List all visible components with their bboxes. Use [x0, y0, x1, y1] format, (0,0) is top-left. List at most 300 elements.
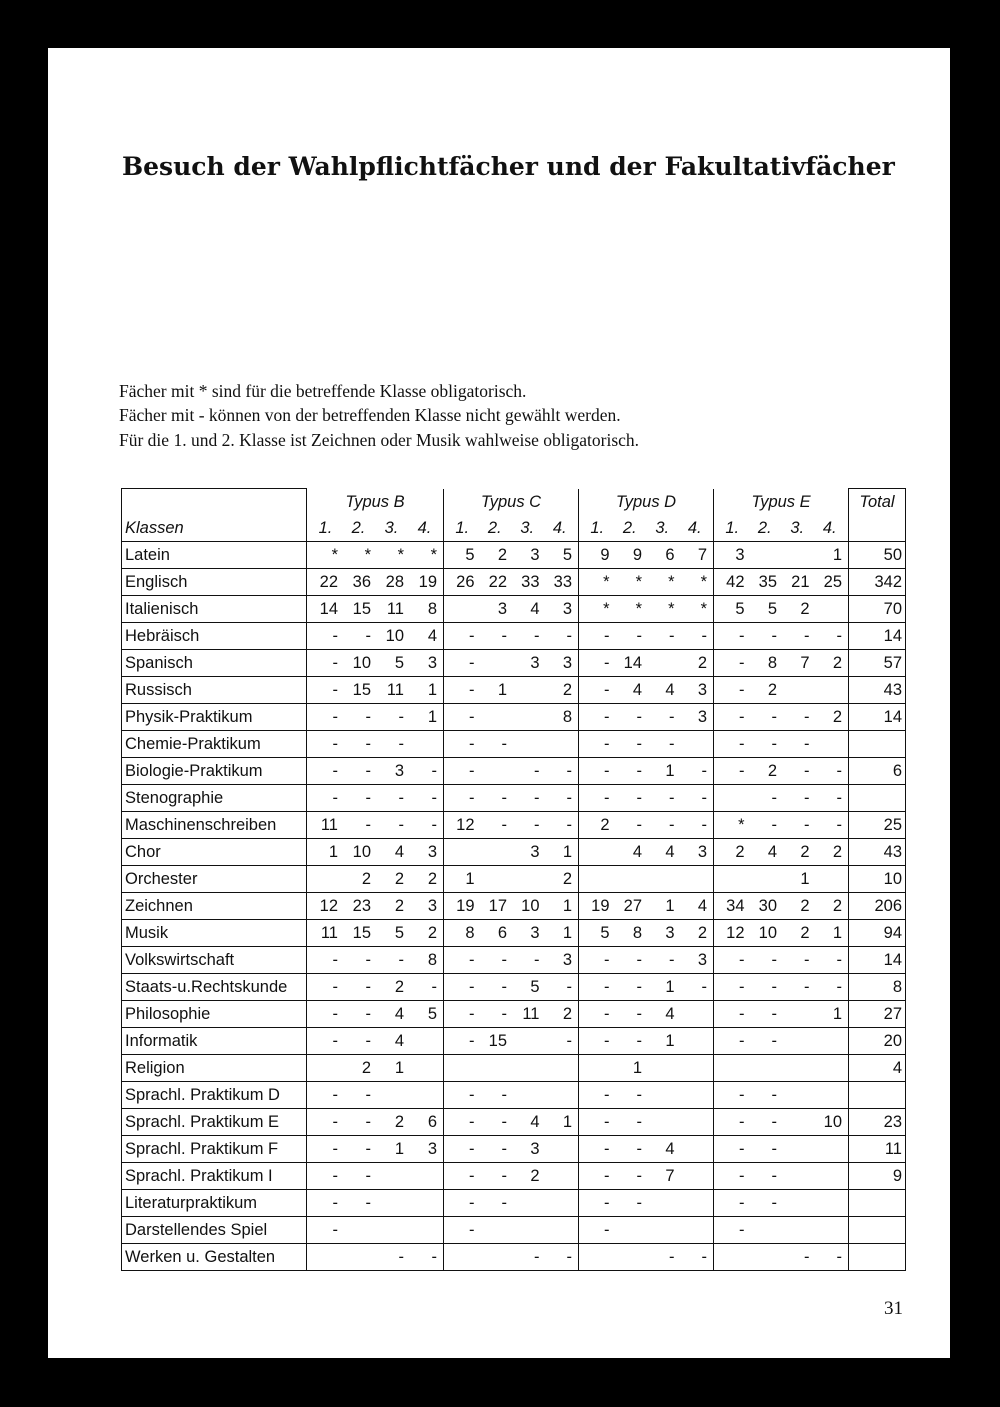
table-cell — [749, 542, 782, 568]
table-cell: 2 — [497, 546, 507, 564]
table-cell: - — [365, 762, 371, 780]
subject-name: Werken u. Gestalten — [122, 1244, 307, 1271]
table-cell: 7 — [697, 546, 707, 564]
cell-group-d — [579, 731, 714, 758]
table-cell: - — [469, 789, 475, 807]
cell-group-e — [714, 947, 849, 974]
table-cell — [581, 866, 614, 892]
table-cell: - — [566, 627, 572, 645]
row-total — [849, 1244, 906, 1271]
note-not-selectable: Fächer mit - können von der betreffenden Klasse nicht gewählt werden. — [119, 405, 621, 425]
row-total — [849, 785, 906, 812]
table-cell: * — [603, 573, 610, 591]
table-cell: - — [469, 978, 475, 996]
header-group-e: Typus E — [714, 489, 849, 516]
table-cell: - — [771, 735, 777, 753]
table-cell: - — [604, 1140, 610, 1158]
cell-group-b — [307, 758, 444, 785]
row-total: 4 — [849, 1055, 906, 1082]
table-cell: - — [501, 1194, 507, 1212]
table-cell — [511, 1217, 544, 1243]
table-cell: 1 — [562, 1113, 572, 1131]
table-cell: - — [739, 735, 745, 753]
table-cell: 10 — [352, 843, 371, 861]
table-cell: 3 — [697, 843, 707, 861]
table-cell: - — [836, 789, 842, 807]
row-total — [849, 731, 906, 758]
table-cell: - — [365, 1113, 371, 1131]
table-cell: 14 — [319, 600, 338, 618]
table-cell — [781, 1136, 814, 1162]
table-cell: - — [566, 1032, 572, 1050]
table-row — [122, 758, 906, 785]
table-cell: - — [566, 978, 572, 996]
cell-group-d — [579, 1136, 714, 1163]
table-cell — [581, 1055, 614, 1081]
subject-name: Musik — [122, 920, 307, 947]
table-cell — [781, 1217, 814, 1243]
cell-group-e — [714, 1001, 849, 1028]
cell-group-b — [307, 596, 444, 623]
subject-name: Maschinenschreiben — [122, 812, 307, 839]
table-cell — [375, 1082, 408, 1108]
table-cell: - — [431, 762, 437, 780]
table-cell — [781, 1163, 814, 1189]
table-cell — [375, 1163, 408, 1189]
table-cell — [679, 1190, 712, 1216]
table-cell: - — [636, 951, 642, 969]
table-cell — [814, 677, 847, 703]
table-cell: - — [501, 1086, 507, 1104]
row-total: 206 — [849, 893, 906, 920]
cell-group-b — [307, 947, 444, 974]
table-cell: 3 — [394, 762, 404, 780]
cell-group-d — [579, 1055, 714, 1082]
table-cell: - — [365, 951, 371, 969]
table-cell: 1 — [665, 978, 675, 996]
cell-group-e — [714, 1190, 849, 1217]
table-row — [122, 596, 906, 623]
table-cell: 1 — [497, 681, 507, 699]
table-cell: - — [739, 1221, 745, 1239]
cell-group-b — [307, 1190, 444, 1217]
cell-group-d — [579, 1028, 714, 1055]
table-cell: - — [501, 1140, 507, 1158]
table-cell: - — [804, 708, 810, 726]
table-cell: - — [332, 951, 338, 969]
table-cell: - — [739, 951, 745, 969]
table-cell — [749, 1217, 782, 1243]
cell-group-b — [307, 1082, 444, 1109]
table-cell — [781, 1028, 814, 1054]
table-cell — [408, 1082, 441, 1108]
table-cell — [781, 1055, 814, 1081]
table-cell: - — [771, 1194, 777, 1212]
table-cell — [749, 1244, 782, 1270]
cell-group-e — [714, 677, 849, 704]
table-cell: - — [701, 816, 707, 834]
table-cell: 33 — [521, 573, 540, 591]
table-cell — [544, 731, 577, 757]
cell-group-b — [307, 1136, 444, 1163]
document-page — [48, 48, 950, 1358]
cell-group-c — [444, 947, 579, 974]
table-cell: 8 — [427, 951, 437, 969]
cell-group-c — [444, 569, 579, 596]
cell-group-d — [579, 1109, 714, 1136]
table-cell: 28 — [385, 573, 404, 591]
cell-group-e — [714, 758, 849, 785]
table-cell: 2 — [530, 1167, 540, 1185]
table-cell: - — [739, 708, 745, 726]
cell-group-b — [307, 704, 444, 731]
table-cell: 3 — [697, 708, 707, 726]
cell-group-b — [307, 920, 444, 947]
table-cell: - — [739, 762, 745, 780]
header-total: Total — [849, 489, 906, 542]
table-cell: 15 — [352, 924, 371, 942]
table-cell: - — [469, 762, 475, 780]
table-cell: * — [738, 816, 745, 834]
table-cell: 3 — [427, 843, 437, 861]
table-cell: 4 — [665, 843, 675, 861]
table-cell: - — [636, 1086, 642, 1104]
table-cell: - — [469, 681, 475, 699]
row-total: 27 — [849, 1001, 906, 1028]
table-cell: 34 — [726, 897, 745, 915]
subject-name: Russisch — [122, 677, 307, 704]
table-row — [122, 1190, 906, 1217]
table-cell: 30 — [758, 897, 777, 915]
table-cell: 4 — [632, 681, 642, 699]
table-cell: 3 — [427, 1140, 437, 1158]
table-cell: 2 — [394, 978, 404, 996]
table-cell: - — [332, 735, 338, 753]
table-cell: 4 — [394, 1005, 404, 1023]
table-cell: 1 — [562, 924, 572, 942]
table-cell: - — [398, 708, 404, 726]
table-row — [122, 623, 906, 650]
table-cell: - — [771, 1140, 777, 1158]
table-row — [122, 1136, 906, 1163]
cell-group-e — [714, 812, 849, 839]
table-cell: - — [836, 978, 842, 996]
table-cell: - — [701, 789, 707, 807]
table-cell — [814, 1136, 847, 1162]
table-cell — [511, 677, 544, 703]
subject-name: Religion — [122, 1055, 307, 1082]
table-cell — [679, 1001, 712, 1027]
subject-name: Sprachl. Praktikum F — [122, 1136, 307, 1163]
table-cell: - — [636, 627, 642, 645]
table-row — [122, 866, 906, 893]
table-cell: - — [604, 1167, 610, 1185]
table-cell: - — [604, 978, 610, 996]
subject-name: Latein — [122, 542, 307, 569]
table-cell: - — [332, 1032, 338, 1050]
table-cell — [814, 731, 847, 757]
table-cell — [479, 1217, 512, 1243]
cell-group-e — [714, 893, 849, 920]
table-cell: 1 — [632, 1059, 642, 1077]
table-cell: 6 — [427, 1113, 437, 1131]
cell-group-e — [714, 650, 849, 677]
table-cell: 7 — [800, 654, 810, 672]
table-row — [122, 947, 906, 974]
table-row — [122, 569, 906, 596]
table-cell: - — [501, 978, 507, 996]
table-cell — [342, 1217, 375, 1243]
table-cell: - — [669, 951, 675, 969]
table-cell: 2 — [562, 681, 572, 699]
table-cell: * — [700, 573, 707, 591]
table-cell: - — [501, 735, 507, 753]
table-cell: 8 — [465, 924, 475, 942]
cell-group-c — [444, 1082, 579, 1109]
subject-name: Chemie-Praktikum — [122, 731, 307, 758]
table-cell — [646, 650, 679, 676]
cell-group-d — [579, 920, 714, 947]
cell-group-d — [579, 893, 714, 920]
class-number: 1. — [318, 519, 333, 537]
table-cell: 2 — [767, 762, 777, 780]
table-cell — [342, 1244, 375, 1270]
table-cell — [511, 1082, 544, 1108]
table-cell — [479, 704, 512, 730]
table-cell: 36 — [352, 573, 371, 591]
table-cell: - — [332, 654, 338, 672]
row-total: 342 — [849, 569, 906, 596]
table-cell — [814, 1055, 847, 1081]
table-cell: 10 — [385, 627, 404, 645]
table-cell — [679, 1055, 712, 1081]
cell-group-d — [579, 1217, 714, 1244]
table-cell: 2 — [394, 897, 404, 915]
table-cell: - — [332, 681, 338, 699]
table-cell: 23 — [352, 897, 371, 915]
table-cell: 2 — [800, 843, 810, 861]
cell-group-c — [444, 758, 579, 785]
table-cell: - — [332, 1113, 338, 1131]
table-cell: 25 — [823, 573, 842, 591]
table-cell: 17 — [488, 897, 507, 915]
header-group-d: Typus D — [579, 489, 714, 516]
class-number: 1. — [590, 519, 605, 537]
cell-group-e — [714, 920, 849, 947]
table-cell: 5 — [600, 924, 610, 942]
row-total: 8 — [849, 974, 906, 1001]
table-cell: 1 — [427, 708, 437, 726]
cell-group-c — [444, 812, 579, 839]
row-total: 25 — [849, 812, 906, 839]
table-cell: 2 — [427, 870, 437, 888]
table-cell: - — [771, 1113, 777, 1131]
class-number: 4. — [687, 519, 702, 537]
table-cell: - — [604, 708, 610, 726]
table-cell: 5 — [530, 978, 540, 996]
table-cell: 5 — [735, 600, 745, 618]
table-cell: - — [739, 627, 745, 645]
table-cell — [309, 1055, 342, 1081]
table-cell: 2 — [800, 600, 810, 618]
table-cell: 1 — [832, 1005, 842, 1023]
table-cell: 10 — [823, 1113, 842, 1131]
table-cell: - — [636, 1140, 642, 1158]
table-cell: - — [804, 627, 810, 645]
table-cell: 1 — [394, 1059, 404, 1077]
table-cell: - — [332, 1086, 338, 1104]
table-cell: - — [501, 1005, 507, 1023]
table-cell: - — [566, 1248, 572, 1266]
table-cell: 1 — [328, 843, 338, 861]
table-cell: 6 — [497, 924, 507, 942]
cell-group-d — [579, 785, 714, 812]
subject-name: Sprachl. Praktikum D — [122, 1082, 307, 1109]
table-cell: - — [804, 978, 810, 996]
table-cell: * — [430, 546, 437, 564]
table-cell: 4 — [394, 1032, 404, 1050]
subject-name: Physik-Praktikum — [122, 704, 307, 731]
table-cell: - — [365, 1140, 371, 1158]
table-row — [122, 1163, 906, 1190]
table-cell — [749, 866, 782, 892]
table-cell: * — [364, 546, 371, 564]
class-number: 4. — [417, 519, 432, 537]
cell-group-c — [444, 1244, 579, 1271]
table-cell — [781, 1082, 814, 1108]
table-cell: 19 — [456, 897, 475, 915]
table-cell: 1 — [665, 1032, 675, 1050]
table-cell — [781, 1109, 814, 1135]
cell-group-c — [444, 1109, 579, 1136]
table-row — [122, 1244, 906, 1271]
cell-group-d — [579, 650, 714, 677]
row-total: 14 — [849, 704, 906, 731]
header-blank-cell — [122, 489, 307, 516]
table-cell: 1 — [832, 924, 842, 942]
class-number: 1. — [455, 519, 470, 537]
class-number: 1. — [725, 519, 740, 537]
table-cell: - — [469, 1221, 475, 1239]
table-cell: 3 — [530, 843, 540, 861]
table-cell: 3 — [497, 600, 507, 618]
table-cell: 4 — [394, 843, 404, 861]
table-cell: * — [331, 546, 338, 564]
table-cell — [544, 1082, 577, 1108]
table-cell: - — [636, 735, 642, 753]
table-cell: - — [836, 762, 842, 780]
table-cell: - — [332, 789, 338, 807]
class-number: 3. — [384, 519, 399, 537]
table-cell: 3 — [530, 546, 540, 564]
table-cell: 26 — [456, 573, 475, 591]
table-row — [122, 920, 906, 947]
table-cell: 11 — [386, 681, 404, 699]
table-cell: - — [636, 1032, 642, 1050]
subject-name: Italienisch — [122, 596, 307, 623]
cell-group-b — [307, 1109, 444, 1136]
table-cell: - — [365, 1167, 371, 1185]
table-cell: - — [469, 1032, 475, 1050]
table-cell: - — [501, 1167, 507, 1185]
table-cell: 3 — [427, 897, 437, 915]
table-cell: 12 — [726, 924, 745, 942]
table-row — [122, 1055, 906, 1082]
table-cell: - — [771, 978, 777, 996]
table-cell: - — [604, 654, 610, 672]
cell-group-d — [579, 1190, 714, 1217]
cell-group-e — [714, 1136, 849, 1163]
row-total: 43 — [849, 839, 906, 866]
cell-group-c — [444, 596, 579, 623]
class-number: 3. — [520, 519, 535, 537]
table-cell: - — [739, 1005, 745, 1023]
table-cell: - — [836, 951, 842, 969]
cell-group-c — [444, 920, 579, 947]
table-cell — [544, 1136, 577, 1162]
table-cell — [679, 1217, 712, 1243]
cell-group-e — [714, 1082, 849, 1109]
table-cell — [511, 704, 544, 730]
table-cell — [646, 1190, 679, 1216]
cell-group-b — [307, 1001, 444, 1028]
table-cell: - — [701, 762, 707, 780]
table-cell — [781, 542, 814, 568]
table-cell: - — [469, 735, 475, 753]
table-cell: - — [365, 1086, 371, 1104]
cell-group-d — [579, 1163, 714, 1190]
table-cell — [479, 650, 512, 676]
table-cell: - — [365, 789, 371, 807]
table-cell — [408, 1028, 441, 1054]
table-cell: - — [636, 816, 642, 834]
table-cell: - — [604, 1032, 610, 1050]
cell-group-d — [579, 812, 714, 839]
table-cell: 1 — [665, 762, 675, 780]
table-cell: - — [771, 816, 777, 834]
table-row — [122, 974, 906, 1001]
subject-name: Staats-u.Rechtskunde — [122, 974, 307, 1001]
row-total — [849, 1190, 906, 1217]
header-class-numbers — [579, 515, 714, 542]
cell-group-d — [579, 1082, 714, 1109]
cell-group-e — [714, 1109, 849, 1136]
table-cell: 22 — [488, 573, 507, 591]
table-cell: 2 — [832, 897, 842, 915]
table-cell — [511, 1028, 544, 1054]
table-cell: - — [836, 627, 842, 645]
row-total: 6 — [849, 758, 906, 785]
table-cell: 8 — [427, 600, 437, 618]
table-cell: 2 — [361, 870, 371, 888]
table-cell: - — [739, 1032, 745, 1050]
row-total: 94 — [849, 920, 906, 947]
row-total — [849, 1217, 906, 1244]
table-cell: - — [332, 708, 338, 726]
table-cell — [814, 1028, 847, 1054]
cell-group-b — [307, 1244, 444, 1271]
table-cell: 4 — [697, 897, 707, 915]
table-cell: 5 — [767, 600, 777, 618]
table-cell: - — [501, 951, 507, 969]
table-cell: - — [636, 1005, 642, 1023]
table-cell: - — [365, 1032, 371, 1050]
table-row — [122, 704, 906, 731]
table-cell — [814, 1163, 847, 1189]
table-cell: - — [398, 816, 404, 834]
table-cell — [446, 596, 479, 622]
table-cell: - — [534, 627, 540, 645]
